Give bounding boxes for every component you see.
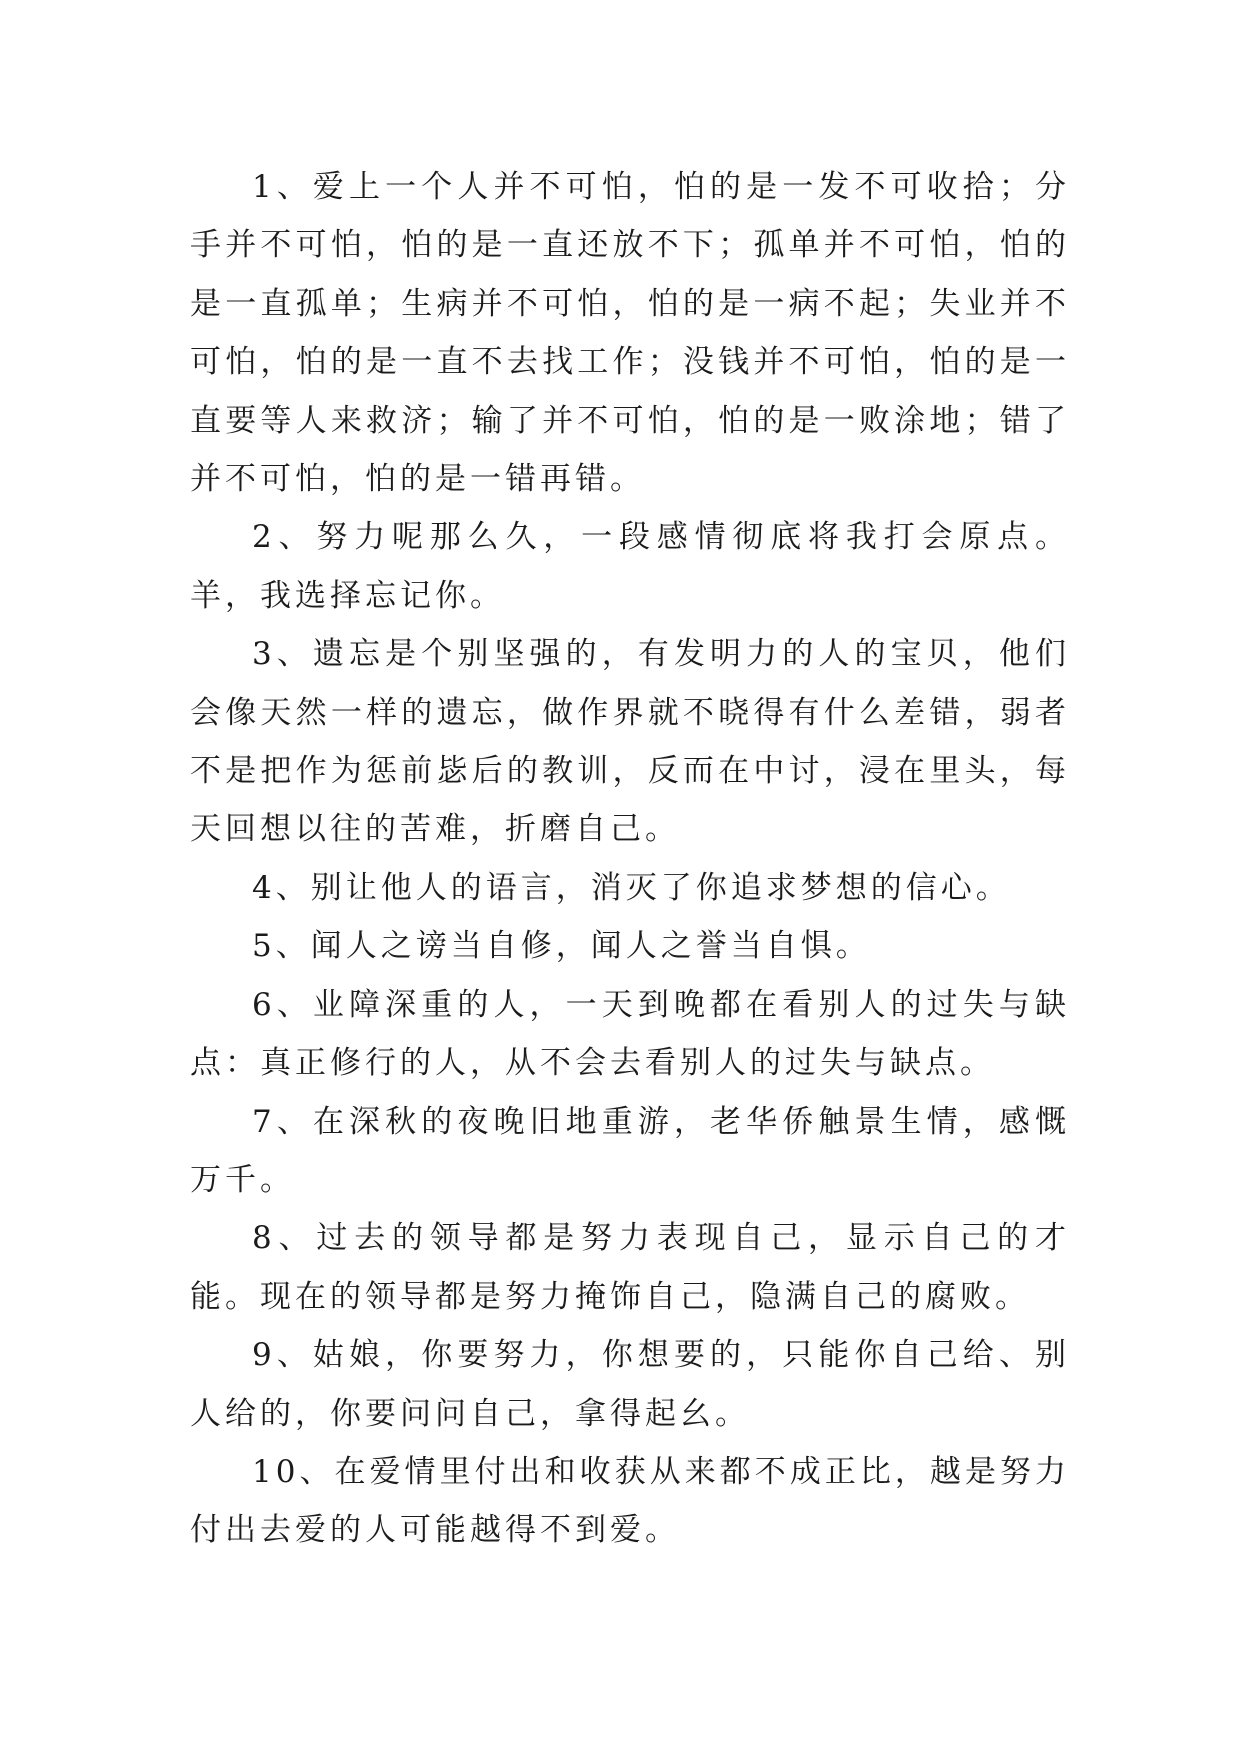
paragraph-6: 6、业障深重的人，一天到晚都在看别人的过失与缺点：真正修行的人，从不会去看别人的过失与缺点。 xyxy=(190,986,1070,1082)
paragraph-10: 10、在爱情里付出和收获从来都不成正比，越是努力付出去爱的人可能越得不到爱。 xyxy=(190,1453,1070,1549)
paragraph-9: 9、姑娘，你要努力，你想要的，只能你自己给、别人给的，你要问问自己，拿得起幺。 xyxy=(190,1337,1070,1432)
paragraph-1: 1、爱上一个人并不可怕，怕的是一发不可收拾；分手并不可怕，怕的是一直还放不下；孤单并不可怕，怕的是一直孤单；生病并不可怕，怕的是一病不起；失业并不可怕，怕的是一直不去找工作；没钱并不可怕，怕的是一直要等人来救济；输了并不可怕，怕的是一败涂地；错了并不可怕，怕的是一错再错。 xyxy=(190,169,1070,498)
paragraph-5: 5、闻人之谤当自修，闻人之誉当自惧。 xyxy=(252,928,871,965)
paragraph-3: 3、遗忘是个别坚强的，有发明力的人的宝贝，他们会像天然一样的遗忘，做作界就不晓得有什么差错，弱者不是把作为惩前毖后的教训，反而在中讨，浸在里头，每天回想以往的苦难，折磨自己。 xyxy=(190,636,1070,848)
paragraph-7: 7、在深秋的夜晚旧地重游，老华侨触景生情，感慨万千。 xyxy=(190,1103,1070,1198)
paragraph-2: 2、努力呢那么久，一段感情彻底将我打会原点。羊，我选择忘记你。 xyxy=(190,519,1070,614)
paragraph-8: 8、过去的领导都是努力表现自己，显示自己的才能。现在的领导都是努力掩饰自己，隐满自己的腐败。 xyxy=(190,1220,1070,1315)
paragraph-4: 4、别让他人的语言，消灭了你追求梦想的信心。 xyxy=(252,869,1011,906)
document-body xyxy=(190,158,1070,1560)
